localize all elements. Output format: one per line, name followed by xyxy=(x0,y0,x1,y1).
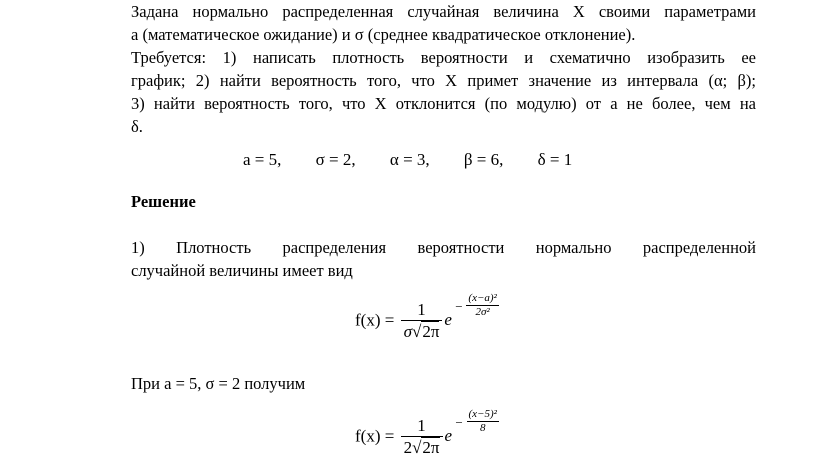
formula2-den-sqrt: 2π xyxy=(422,438,440,457)
param-delta: δ = 1 xyxy=(537,150,573,169)
formula1-den-sqrt: 2π xyxy=(422,322,440,341)
formula1-numerator: 1 xyxy=(401,300,443,321)
solution-heading: Решение xyxy=(131,192,196,211)
formula2-minus: − xyxy=(454,415,464,431)
parameter-values xyxy=(243,150,572,170)
param-beta: β = 6, xyxy=(463,150,504,169)
param-alpha: α = 3, xyxy=(389,150,430,169)
formula1-exp-denominator: 2σ² xyxy=(475,306,490,319)
solution-line-3: При a = 5, σ = 2 получим xyxy=(131,374,306,393)
solution-paragraph-2 xyxy=(131,372,756,395)
problem-line-4: график; 2) найти вероятность того, что X примет значение из интервала (α; β); xyxy=(131,71,756,90)
formula1-base: e xyxy=(444,310,452,330)
formula1-fraction xyxy=(401,300,443,343)
formula1-exp-numerator: (x−a)² xyxy=(468,292,497,305)
formula1-minus: − xyxy=(454,299,464,315)
formula1-exponential xyxy=(444,292,497,330)
formula2-exp-numerator: (x−5)² xyxy=(468,408,497,421)
formula1-denominator: σ√2π xyxy=(403,322,440,341)
formula2-exponent xyxy=(467,408,499,435)
problem-line-1: Задана нормально распределенная случайная величина X своими параметрами xyxy=(131,2,756,21)
problem-line-3: Требуется: 1) написать плотность вероятности и схематично изобразить ее xyxy=(131,48,756,67)
problem-line-5: 3) найти вероятность того, что X отклонится (по модулю) от a не более, чем на xyxy=(131,94,756,113)
problem-line-2: a (математическое ожидание) и σ (среднее квадратическое отклонение). xyxy=(131,25,636,44)
problem-line-6: δ. xyxy=(131,117,143,136)
solution-paragraph-1 xyxy=(131,236,756,282)
formula1-lhs: f(x) = xyxy=(355,310,395,330)
solution-line-1: 1) Плотность распределения вероятности нормально распределенной xyxy=(131,238,756,257)
solution-line-2: случайной величины имеет вид xyxy=(131,261,353,280)
formula1-exponent xyxy=(466,292,498,319)
formula2-exp-denominator: 8 xyxy=(479,422,486,435)
formula1-den-sigma: σ xyxy=(403,322,412,341)
density-formula-general xyxy=(355,292,497,343)
formula2-fraction xyxy=(401,416,443,459)
density-formula-specific xyxy=(355,408,497,459)
formula2-exponential xyxy=(444,408,497,446)
formula2-base: e xyxy=(444,426,453,446)
formula2-denominator: 2√2π xyxy=(403,438,440,457)
formula2-numerator: 1 xyxy=(401,416,443,437)
param-a: a = 5, xyxy=(243,150,282,169)
formula2-den-coef: 2 xyxy=(403,438,413,457)
problem-statement xyxy=(131,0,756,138)
formula2-lhs: f(x) = xyxy=(355,426,395,446)
param-sigma: σ = 2, xyxy=(315,150,356,169)
